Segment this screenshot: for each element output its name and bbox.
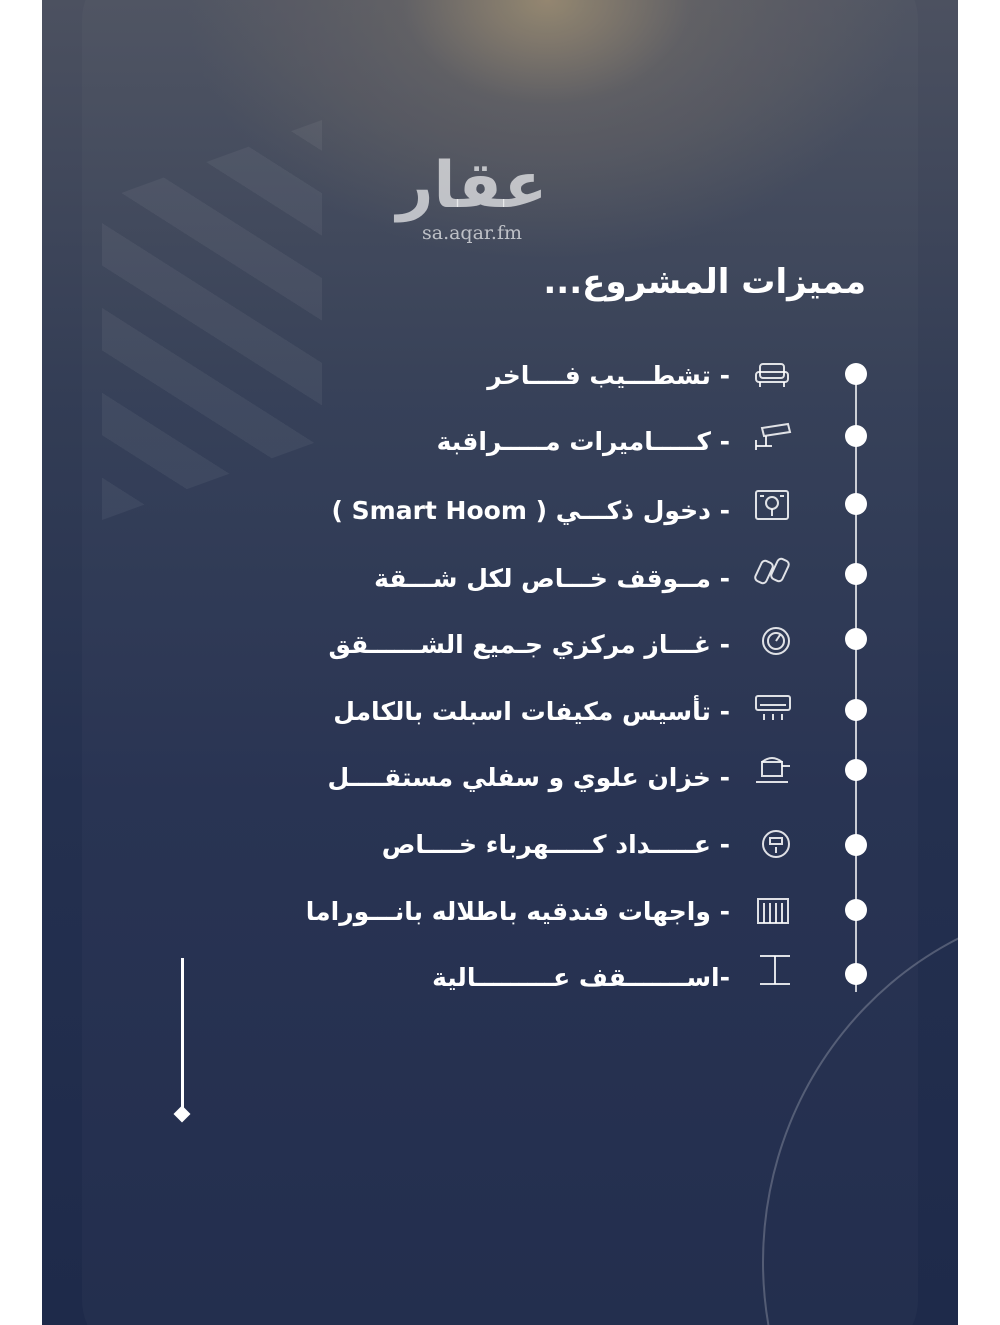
page-title: مميزات المشروع... — [543, 262, 866, 302]
timeline-dot — [845, 699, 867, 721]
feature-item: - كـــــاميرات مـــــراقبة — [436, 427, 730, 456]
water-tank-icon — [752, 752, 792, 786]
timeline-dot — [845, 759, 867, 781]
timeline-dot — [845, 363, 867, 385]
timeline-dot — [845, 493, 867, 515]
gas-gauge-icon — [752, 624, 792, 658]
timeline-dot — [845, 563, 867, 585]
feature-item: - مــوقف خـــاص لكل شـــقة — [374, 564, 730, 593]
timeline-dot — [845, 425, 867, 447]
feature-item: - عـــــداد كـــــهرباء خــــاص — [381, 830, 730, 859]
building-facade-icon — [752, 893, 792, 927]
timeline-dot — [845, 963, 867, 985]
decorative-line — [181, 958, 184, 1110]
electric-meter-icon — [752, 827, 792, 861]
sofa-icon — [752, 358, 792, 392]
feature-item: - تشطـــيب فــــاخر — [487, 361, 730, 390]
feature-item: -اســـــــقف عـــــــــالية — [432, 963, 730, 992]
features-card — [42, 0, 958, 1325]
parking-icon — [752, 555, 792, 589]
watermark — [392, 150, 552, 244]
smart-lock-icon — [752, 488, 792, 522]
feature-item: - خزان علوي و سفلي مستقــــل — [327, 763, 730, 792]
feature-item: - دخول ذكـــي ( Smart Hoom ) — [331, 496, 730, 525]
ceiling-height-icon — [752, 953, 792, 987]
timeline-dot — [845, 899, 867, 921]
watermark-logo: عقار — [396, 149, 548, 223]
feature-item: - غـــاز مركزي جـميع الشــــــقق — [328, 630, 730, 659]
watermark-url: sa.aqar.fm — [421, 222, 523, 244]
feature-item: - تأسيس مكيفات اسبلت بالكامل — [333, 697, 730, 726]
feature-item: - واجهات فندقيه باطلاله بانـــوراما — [305, 897, 730, 926]
timeline-dot — [845, 628, 867, 650]
timeline-dot — [845, 834, 867, 856]
camera-icon — [752, 420, 792, 454]
air-conditioner-icon — [752, 692, 792, 726]
